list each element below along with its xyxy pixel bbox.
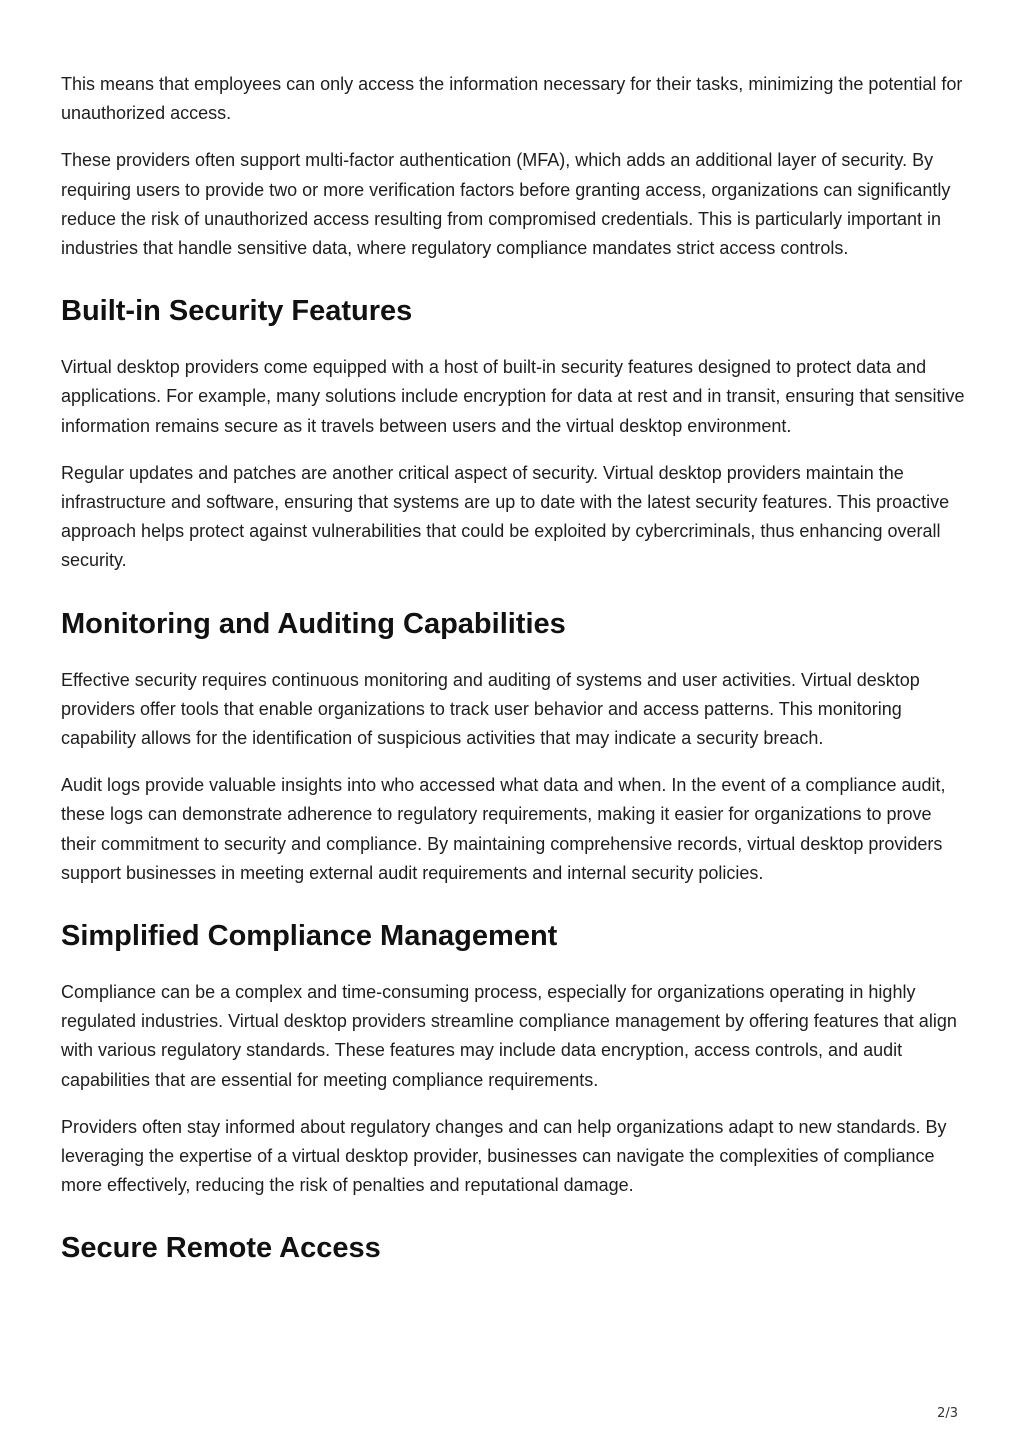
paragraph-mfa: These providers often support multi-factor authentication (MFA), which adds an additional layer of security. By requiring users to provide two or more verification factors before granting access, organizations can significantly reduce the risk of unauthorized access resulting from compromised credentials. This is particularly important in industries that handle sensitive data, where regulatory compliance mandates strict access controls.: [61, 150, 951, 259]
paragraph-updates-patches: Regular updates and patches are another critical aspect of security. Virtual desktop providers maintain the infrastructure and software, ensuring that systems are up to date with the latest security features. This proactive approach helps protect against vulnerabilities that could be exploited by cybercriminals, thus enhancing overall security.: [61, 462, 950, 571]
heading-monitoring-auditing: Monitoring and Auditing Capabilities: [61, 607, 566, 640]
paragraph-audit-logs: Audit logs provide valuable insights into who accessed what data and when. In the event of a compliance audit, these logs can demonstrate adherence to regulatory requirements, making it easier for organizations to prove their commitment to security and compliance. By maintaining comprehensive records, virtual desktop providers support businesses in meeting external audit requirements and internal security policies.: [61, 775, 946, 883]
heading-secure-remote-access: Secure Remote Access: [61, 1232, 381, 1265]
document-page: [61, 70, 966, 1290]
paragraph-monitoring: Effective security requires continuous monitoring and auditing of systems and user activities. Virtual desktop providers offer tools that enable organizations to track user behavior and access patterns. This monitoring capability allows for the identification of suspicious activities that may indicate a security breach.: [61, 669, 920, 749]
paragraph-compliance: Compliance can be a complex and time-consuming process, especially for organizations operating in highly regulated industries. Virtual desktop providers streamline compliance management by offering features that align with various regulatory standards. These features may include data encryption, access controls, and audit capabilities that are essential for meeting compliance requirements.: [61, 982, 957, 1090]
heading-built-in-security: Built-in Security Features: [61, 295, 413, 328]
heading-compliance-management: Simplified Compliance Management: [61, 920, 558, 953]
page-number: 2/3: [937, 1406, 958, 1421]
paragraph-regulatory-changes: Providers often stay informed about regulatory changes and can help organizations adapt to new standards. By leveraging the expertise of a virtual desktop provider, businesses can navigate the complexities of compliance more effectively, reducing the risk of penalties and reputational damage.: [61, 1116, 947, 1196]
paragraph-encryption: Virtual desktop providers come equipped with a host of built-in security features designed to protect data and applications. For example, many solutions include encryption for data at rest and in transit, ensuring that sensitive information remains secure as it travels between users and the virtual desktop environment.: [61, 357, 965, 436]
paragraph-access-limits: This means that employees can only access the information necessary for their tasks, minimizing the potential for unauthorized access.: [61, 74, 963, 124]
